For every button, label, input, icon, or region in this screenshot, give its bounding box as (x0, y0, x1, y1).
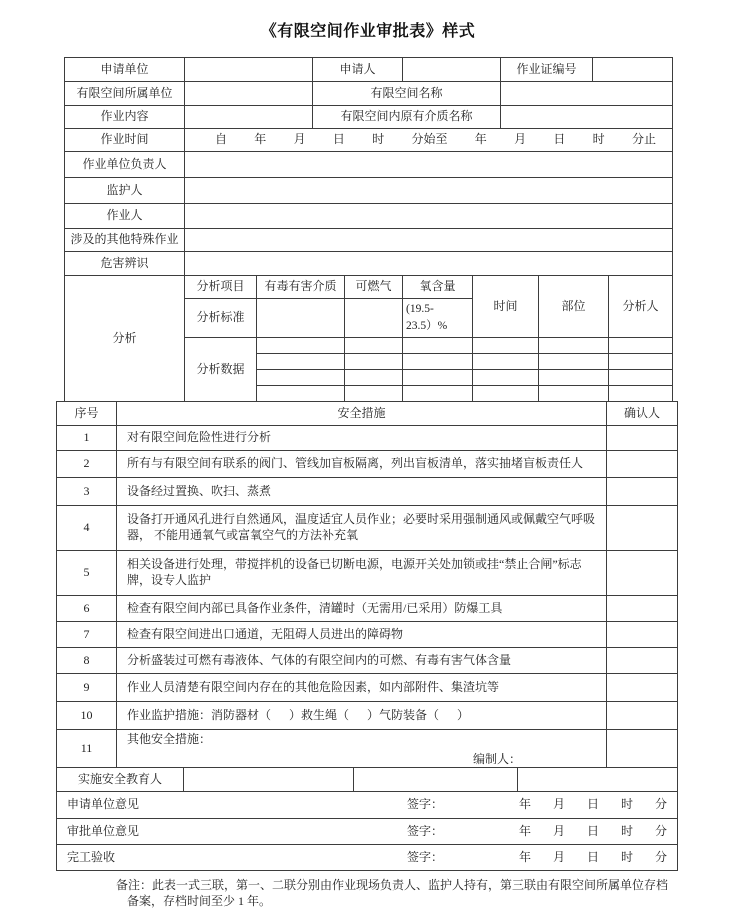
date-token: 年 (519, 823, 532, 838)
info-row-worker (65, 204, 673, 229)
measures-table (56, 401, 678, 768)
analysis-standard-label: 分析标准 (185, 299, 257, 338)
measure-row (57, 596, 678, 622)
work-time-token: 分止 (631, 132, 656, 147)
flammable-gas-header: 可燃气 (345, 276, 403, 299)
oxygen-standard-value (403, 299, 473, 338)
analysis-table (64, 275, 673, 402)
flammable-standard-cell (345, 299, 403, 338)
date-token: 分 (654, 823, 667, 838)
original-medium-label: 有限空间内原有介质名称 (313, 106, 501, 129)
guardian-field (185, 178, 673, 204)
work-time-token: 年 (474, 132, 487, 147)
measures-header: 安全措施 (117, 402, 607, 426)
guardian-label: 监护人 (65, 178, 185, 204)
date-tokens (519, 824, 677, 840)
measure-text: 作业人员清楚有限空间内存在的其他危险因素，如内部附件、集渣坑等 (117, 674, 607, 702)
compiler-label: 编制人： (472, 751, 521, 766)
analysis-data-cell (345, 386, 403, 402)
hazard-id-label: 危害辨识 (65, 252, 185, 276)
date-token: 月 (552, 849, 565, 864)
measure-row (57, 702, 678, 730)
measure-no: 4 (57, 506, 117, 551)
time-header: 时间 (473, 276, 539, 338)
date-token: 分 (654, 849, 667, 864)
measure-no: 5 (57, 551, 117, 596)
measure-text: 作业监护措施：消防器材（ ）救生绳（ ）气防装备（ ） (117, 702, 607, 730)
worker-field (185, 204, 673, 229)
note-line-1: 备注：此表一式三联，第一、二联分别由作业现场负责人、监护人持有，第三联由有限空间所属单位存档 (116, 878, 669, 893)
toxic-header: 有毒有害介质 (257, 276, 345, 299)
work-time-token: 时 (372, 132, 385, 147)
analysis-data-cell (473, 354, 539, 370)
educator-row (57, 768, 678, 792)
info-row-work-content (65, 106, 673, 129)
applicant-unit-field (185, 58, 313, 82)
opinion-row-completion-acceptance (57, 845, 678, 871)
analysis-label: 分析 (65, 276, 185, 402)
date-token: 日 (586, 797, 599, 812)
analysis-data-cell (539, 386, 609, 402)
measure-text: 设备打开通风孔进行自然通风，温度适宜人员作业；必要时采用强制通风或佩戴空气呼吸器， 不能用通氧气或富氧空气的方法补充氧 (117, 506, 607, 551)
worker-label: 作业人 (65, 204, 185, 229)
work-time-token: 月 (293, 132, 306, 147)
measure-row (57, 730, 678, 768)
analysis-data-cell (609, 386, 673, 402)
measure-no: 7 (57, 622, 117, 648)
measure-no: 9 (57, 674, 117, 702)
opinion-label: 申请单位意见 (67, 797, 140, 812)
work-time-field (185, 129, 673, 152)
opinion-row-approval-unit (57, 819, 678, 845)
educator-field-3 (518, 768, 678, 792)
work-content-label: 作业内容 (65, 106, 185, 129)
other-measures-label: 其他安全措施： (127, 732, 212, 746)
educator-label: 实施安全教育人 (57, 768, 184, 792)
analysis-data-cell (257, 370, 345, 386)
confirm-cell (607, 596, 678, 622)
measure-text: 设备经过置换、吹扫、蒸煮 (117, 478, 607, 506)
confirm-cell (607, 648, 678, 674)
measure-no: 8 (57, 648, 117, 674)
applicant-label: 申请人 (313, 58, 403, 82)
analysis-header-row (65, 276, 673, 299)
measure-no: 10 (57, 702, 117, 730)
other-special-work-field (185, 229, 673, 252)
confirm-cell (607, 551, 678, 596)
note-line-2: 备案，存档时间至少 1 年。 (127, 894, 272, 909)
date-token: 时 (620, 849, 633, 864)
permit-no-field (593, 58, 673, 82)
analyst-header: 分析人 (609, 276, 673, 338)
measure-text: 对有限空间危险性进行分析 (117, 426, 607, 451)
applicant-field (403, 58, 501, 82)
analysis-data-cell (403, 338, 473, 354)
opinion-cell (57, 819, 678, 845)
measure-text-other (117, 730, 607, 768)
analysis-data-cell (403, 354, 473, 370)
opinion-row-applicant-unit (57, 792, 678, 819)
date-token: 年 (519, 849, 532, 864)
opinion-label: 完工验收 (67, 849, 116, 864)
original-medium-field (501, 106, 673, 129)
unit-leader-field (185, 152, 673, 178)
info-row-work-time (65, 129, 673, 152)
measure-no: 1 (57, 426, 117, 451)
work-content-field (185, 106, 313, 129)
analysis-data-cell (403, 386, 473, 402)
sign-label: 签字： (407, 797, 444, 812)
educator-field-1 (184, 768, 354, 792)
footnote (116, 877, 736, 909)
confirm-cell (607, 426, 678, 451)
analysis-data-cell (539, 370, 609, 386)
owner-unit-label: 有限空间所属单位 (65, 82, 185, 106)
date-token: 月 (552, 797, 565, 812)
opinion-cell (57, 845, 678, 871)
confirm-cell (607, 730, 678, 768)
sign-label: 签字： (407, 823, 444, 838)
educator-table (56, 767, 678, 792)
space-name-field (501, 82, 673, 106)
work-time-template (185, 132, 672, 148)
measure-row (57, 478, 678, 506)
oxygen-standard-line2: 23.5）% (406, 320, 448, 332)
permit-no-label: 作业证编号 (501, 58, 593, 82)
analysis-data-cell (539, 354, 609, 370)
date-token: 时 (620, 797, 633, 812)
confirm-cell (607, 674, 678, 702)
measure-text: 检查有限空间内部已具备作业条件，清罐时（无需用/已采用）防爆工具 (117, 596, 607, 622)
measure-text: 分析盛装过可燃有毒液体、气体的有限空间内的可燃、有毒有害气体含量 (117, 648, 607, 674)
analysis-data-cell (257, 338, 345, 354)
analysis-data-cell (609, 370, 673, 386)
oxygen-header: 氧含量 (403, 276, 473, 299)
space-name-label: 有限空间名称 (313, 82, 501, 106)
analysis-data-cell (609, 354, 673, 370)
confirm-cell (607, 622, 678, 648)
sign-label: 签字： (407, 849, 444, 864)
work-time-token: 时 (592, 132, 605, 147)
measure-no: 2 (57, 451, 117, 478)
opinion-label: 审批单位意见 (67, 823, 140, 838)
analysis-data-cell (257, 386, 345, 402)
analysis-data-cell (473, 338, 539, 354)
work-time-token: 自 (215, 132, 228, 147)
work-time-token: 年 (254, 132, 267, 147)
measure-row (57, 622, 678, 648)
work-time-token: 月 (514, 132, 527, 147)
measure-row (57, 426, 678, 451)
measure-row (57, 674, 678, 702)
page-title: 《有限空间作业审批表》样式 (260, 23, 476, 40)
educator-field-2 (354, 768, 518, 792)
analysis-data-label: 分析数据 (185, 338, 257, 402)
measures-header-row (57, 402, 678, 426)
analysis-item-header: 分析项目 (185, 276, 257, 299)
owner-unit-field (185, 82, 313, 106)
work-time-token: 日 (332, 132, 345, 147)
date-tokens (519, 850, 677, 866)
info-row-applicant (65, 58, 673, 82)
oxygen-standard-line1: (19.5- (406, 303, 434, 316)
work-time-token: 日 (553, 132, 566, 147)
measure-row (57, 506, 678, 551)
analysis-data-cell (345, 370, 403, 386)
opinions-table (56, 791, 678, 871)
analysis-data-cell (257, 354, 345, 370)
toxic-standard-cell (257, 299, 345, 338)
date-token: 时 (620, 823, 633, 838)
seq-header: 序号 (57, 402, 117, 426)
analysis-data-cell (609, 338, 673, 354)
work-time-label: 作业时间 (65, 129, 185, 152)
measure-row (57, 551, 678, 596)
date-token: 日 (586, 849, 599, 864)
measure-no: 11 (57, 730, 117, 768)
opinion-cell (57, 792, 678, 819)
info-row-unit-leader (65, 152, 673, 178)
info-table (64, 57, 673, 276)
date-token: 年 (519, 797, 532, 812)
measure-text: 所有与有限空间有联系的阀门、管线加盲板隔离，列出盲板清单，落实抽堵盲板责任人 (117, 451, 607, 478)
info-row-owner-unit (65, 82, 673, 106)
analysis-data-cell (473, 370, 539, 386)
confirm-cell (607, 506, 678, 551)
measure-no: 3 (57, 478, 117, 506)
date-token: 月 (552, 823, 565, 838)
work-time-token: 分始至 (411, 132, 448, 147)
confirm-cell (607, 451, 678, 478)
confirm-cell (607, 702, 678, 730)
other-special-work-label: 涉及的其他特殊作业 (65, 229, 185, 252)
measure-text: 相关设备进行处理，带搅拌机的设备已切断电源，电源开关处加锁或挂“禁止合闸”标志牌，设专人监护 (117, 551, 607, 596)
analysis-data-cell (345, 338, 403, 354)
date-token: 日 (586, 823, 599, 838)
measure-row (57, 451, 678, 478)
hazard-id-field (185, 252, 673, 276)
analysis-data-cell (345, 354, 403, 370)
info-row-hazard-id (65, 252, 673, 276)
analysis-data-cell (539, 338, 609, 354)
analysis-data-cell (403, 370, 473, 386)
info-row-guardian (65, 178, 673, 204)
measure-no: 6 (57, 596, 117, 622)
unit-leader-label: 作业单位负责人 (65, 152, 185, 178)
measure-text: 检查有限空间进出口通道，无阻碍人员进出的障碍物 (117, 622, 607, 648)
confirm-cell (607, 478, 678, 506)
applicant-unit-label: 申请单位 (65, 58, 185, 82)
confirmer-header: 确认人 (607, 402, 678, 426)
date-token: 分 (654, 797, 667, 812)
measure-row (57, 648, 678, 674)
analysis-data-cell (473, 386, 539, 402)
info-row-other-special-work (65, 229, 673, 252)
location-header: 部位 (539, 276, 609, 338)
date-tokens (519, 797, 677, 813)
